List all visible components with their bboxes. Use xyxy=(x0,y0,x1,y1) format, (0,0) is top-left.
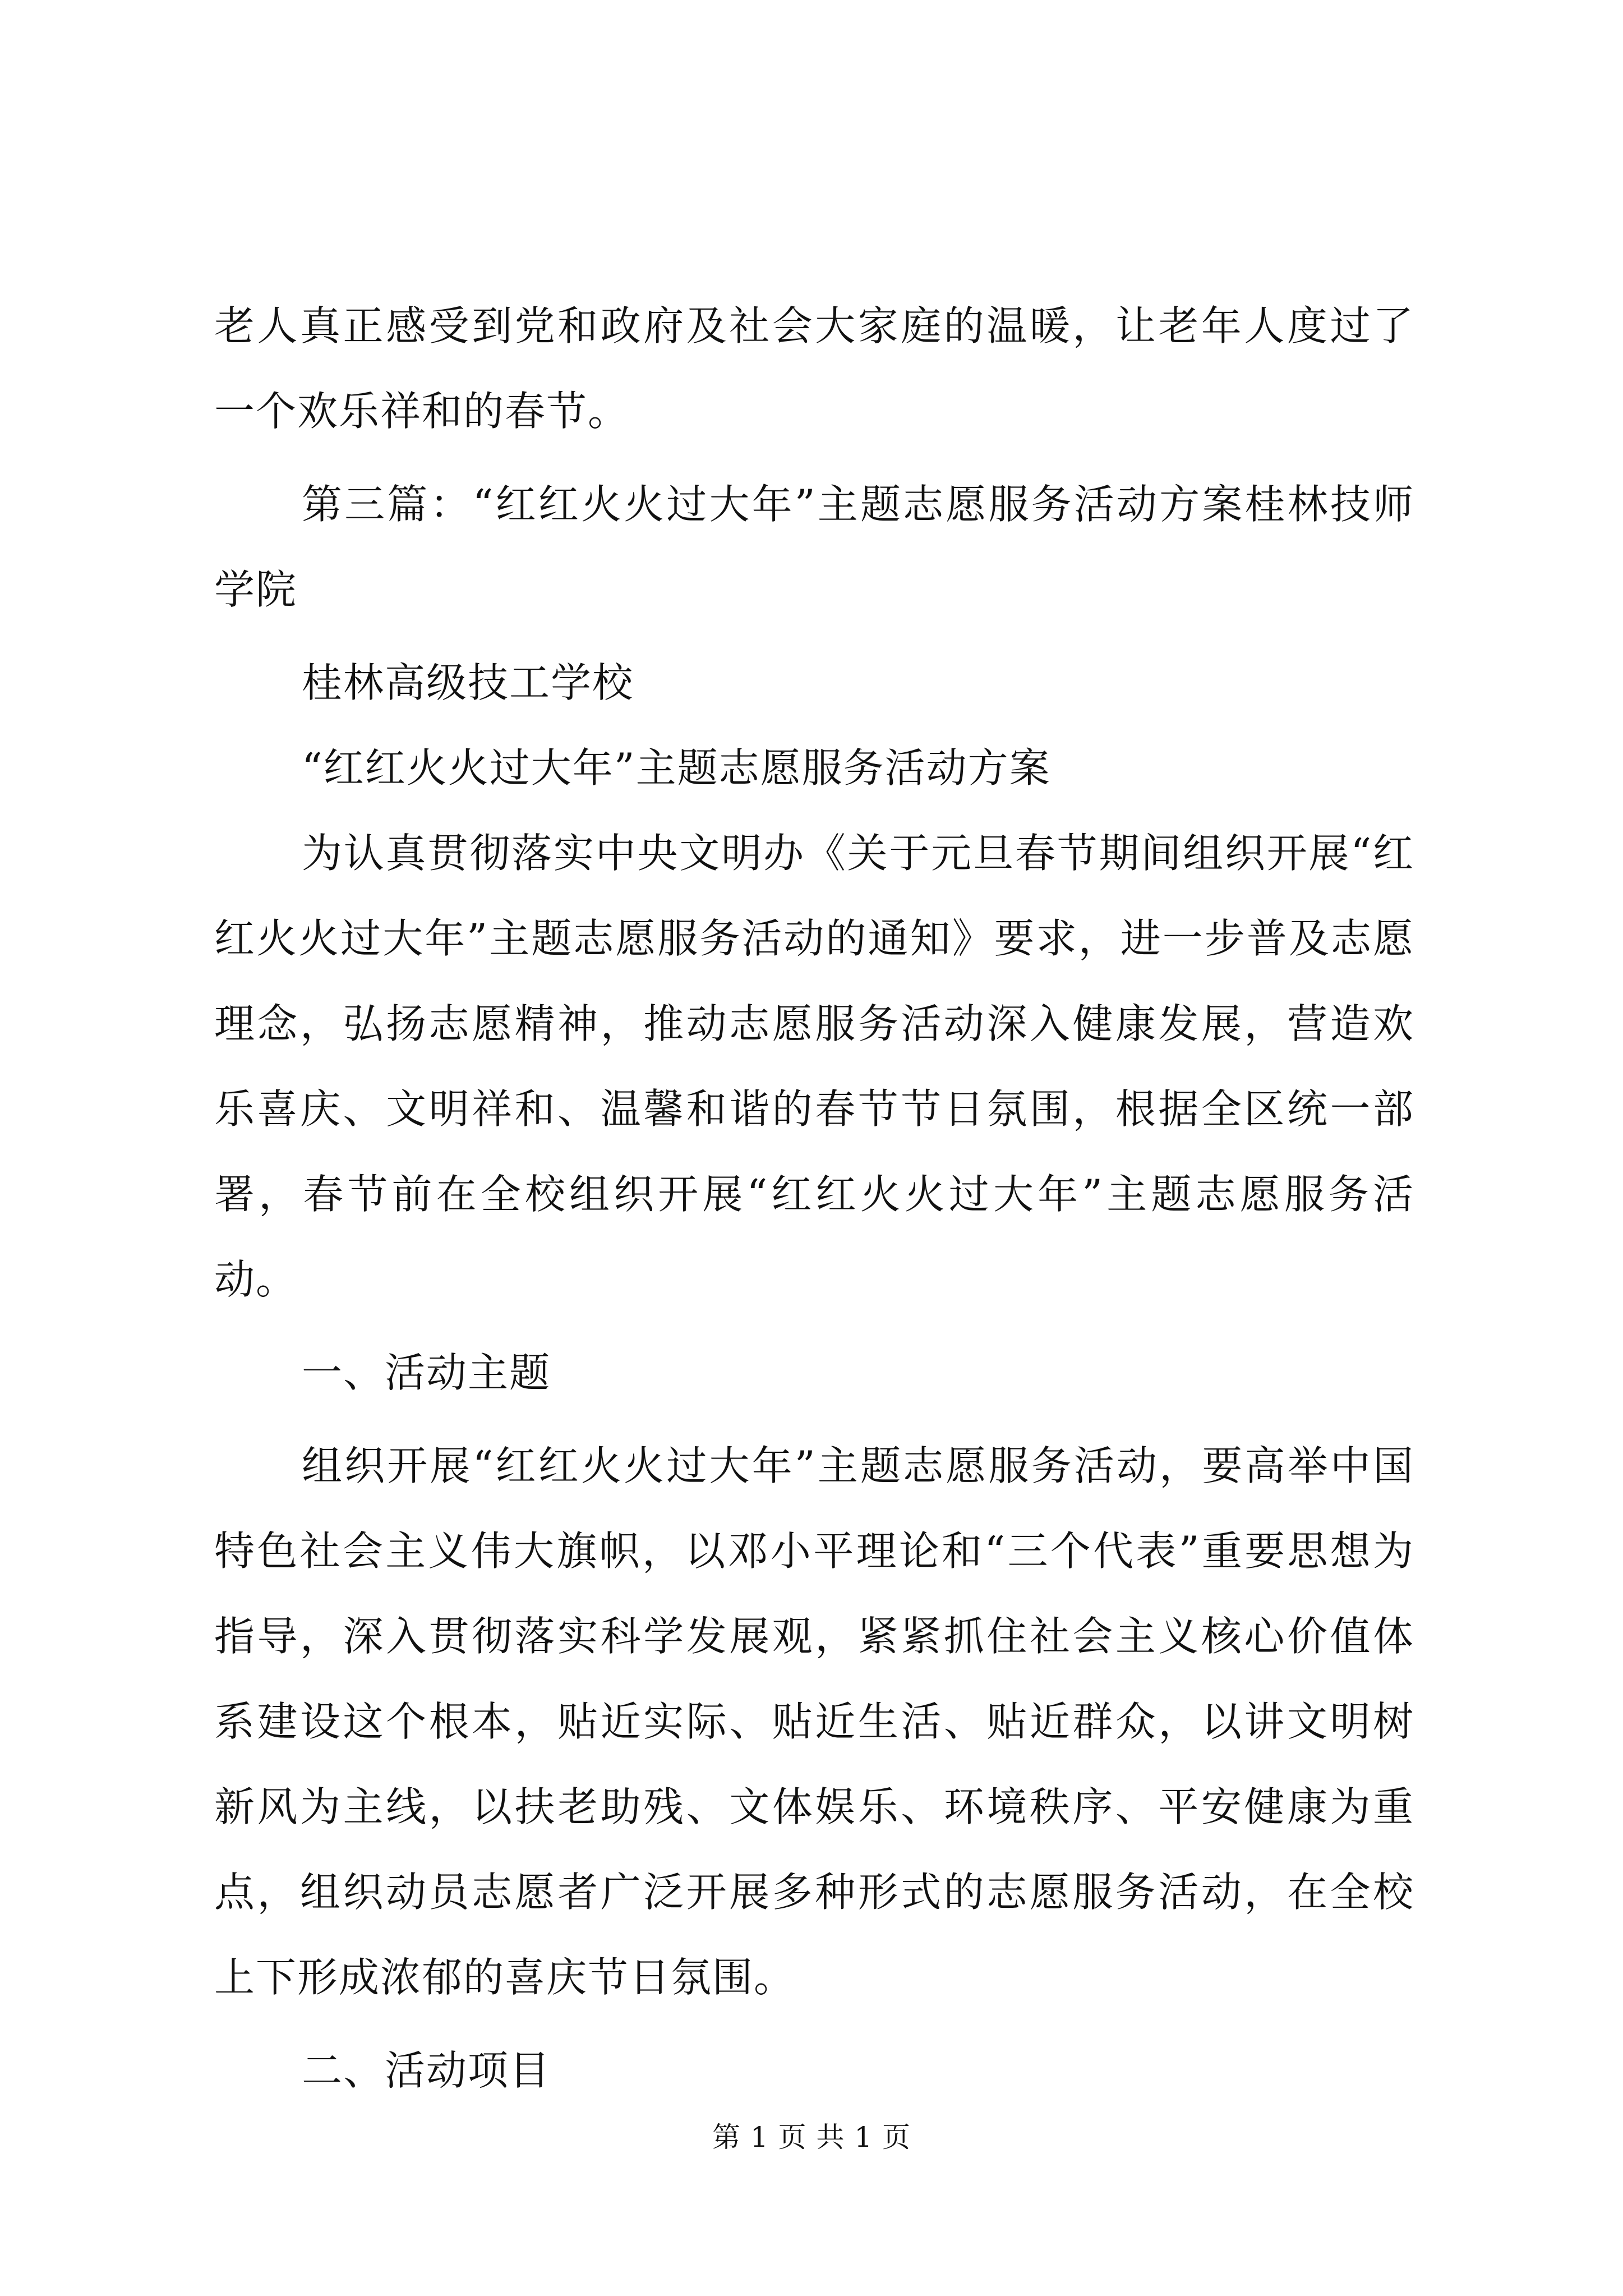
heading-activity-items: 二、活动项目 xyxy=(302,2047,551,2094)
heading-activity-theme: 一、活动主题 xyxy=(302,1349,551,1396)
school-name: 桂林高级技工学校 xyxy=(302,659,634,706)
paragraph-intro: 为认真贯彻落实中央文明办《关于元旦春节期间组织开展“红红火火过大年”主题志愿服务活动的通知》要求，进一步普及志愿理念，弘扬志愿精神，推动志愿服务活动深入健康发展，营造欢乐喜庆、文明祥和、温馨和谐的春节节日氛围，根据全区统一部署，春节前在全校组织开展“红红火火过大年”主题志愿服务活动。 xyxy=(214,830,1414,1303)
page-footer: 第 1 页 共 1 页 xyxy=(712,2121,911,2154)
paragraph-continuation: 老人真正感受到党和政府及社会大家庭的温暖，让老年人度过了一个欢乐祥和的春节。 xyxy=(214,302,1414,435)
section-heading-part-three: 第三篇：“红红火火过大年”主题志愿服务活动方案桂林技师学院 xyxy=(214,481,1414,613)
document-body xyxy=(214,283,1414,2113)
plan-title: “红红火火过大年”主题志愿服务活动方案 xyxy=(302,744,1051,792)
paragraph-activity-theme: 组织开展“红红火火过大年”主题志愿服务活动，要高举中国特色社会主义伟大旗帜，以邓小平理论和“三个代表”重要思想为指导，深入贯彻落实科学发展观，紧紧抓住社会主义核心价值体系建设这个根本，贴近实际、贴近生活、贴近群众，以讲文明树新风为主线，以扶老助残、文体娱乐、环境秩序、平安健康为重点，组织动员志愿者广泛开展多种形式的志愿服务活动，在全校上下形成浓郁的喜庆节日氛围。 xyxy=(214,1442,1414,2001)
